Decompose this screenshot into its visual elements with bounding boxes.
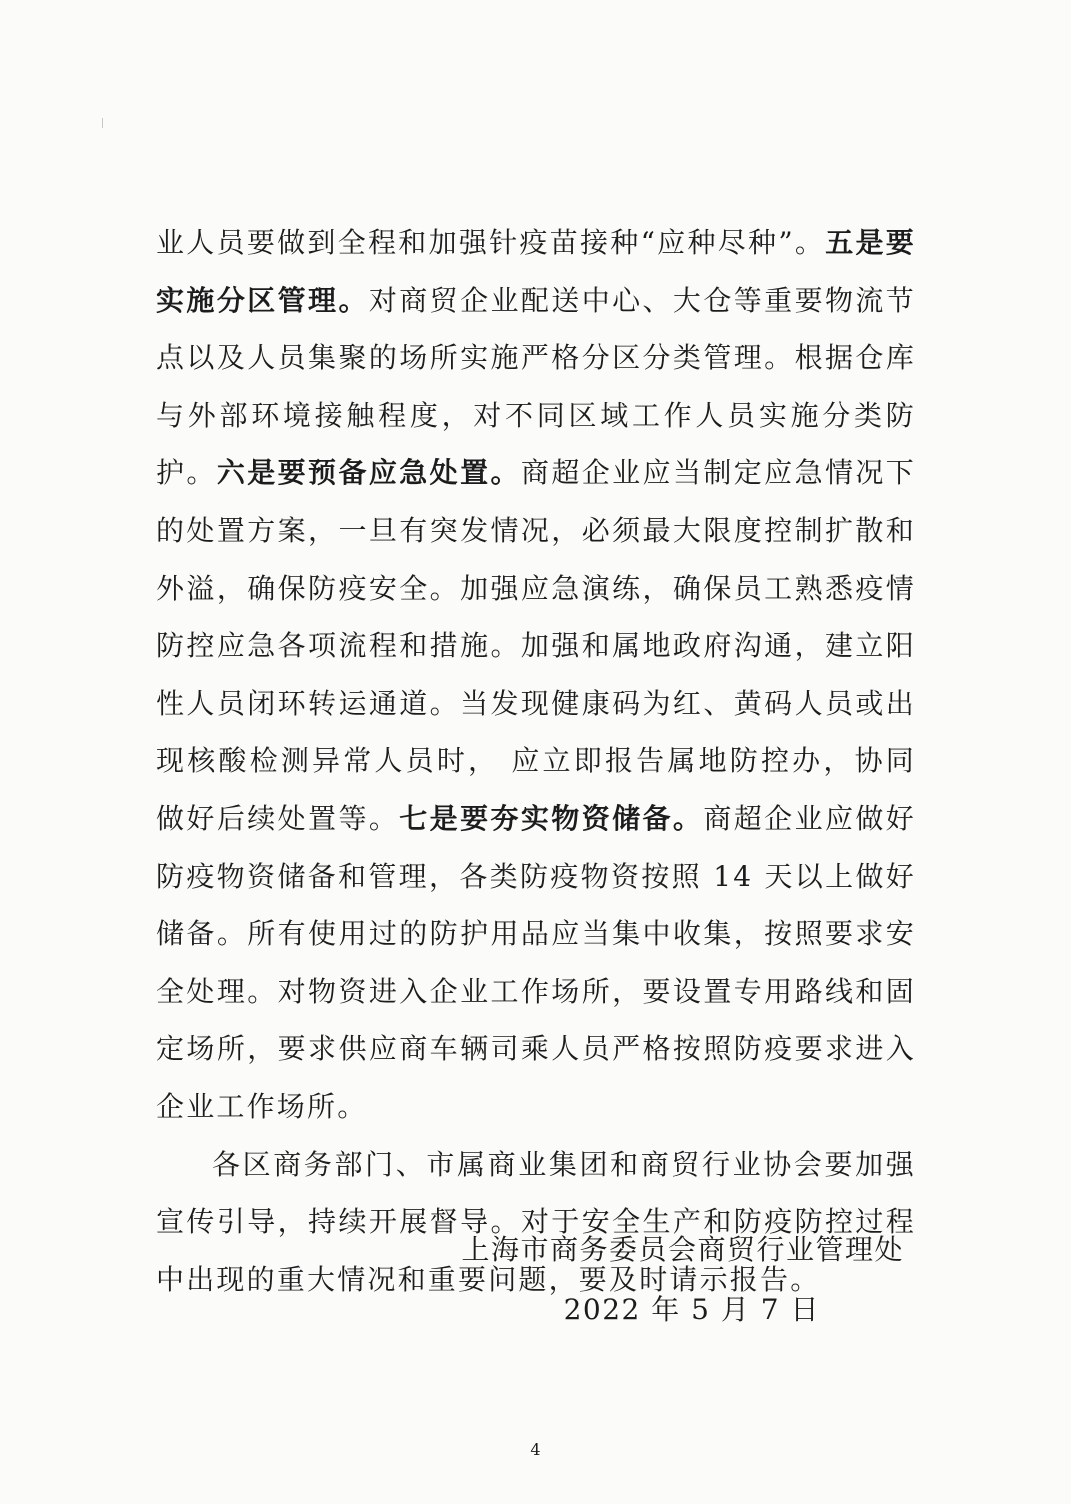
- text-run: 商超企业应当制定应急情况下的处置方案，一旦有突发情况，必须最大限度控制扩散和外溢，确保防疫安全。加强应急演练，确保员工熟悉疫情防控应急各项流程和措施。加强和属地政府沟通，建立阳性人员闭环转运通道。当发现健康码为红、黄码人员或出现核酸检测异常人员时， 应立即报告属地防控办，协同做好后续处置等。: [156, 456, 916, 835]
- text-run: 商超企业应做好防疫物资储备和管理，各类防疫物资按照 14 天以上做好储备。所有使用过的防护用品应当集中收集，按照要求安全处理。对物资进入企业工作场所，要设置专用路线和固定场所，要求供应商车辆司乘人员严格按照防疫要求进入企业工作场所。: [156, 801, 916, 1123]
- body-text: [156, 214, 916, 1308]
- paragraph-measures: [156, 214, 916, 1136]
- heading-emergency: 六是要预备应急处置。: [216, 456, 521, 490]
- page-number: 4: [530, 1440, 541, 1459]
- heading-supplies: 七是要夯实物资储备。: [399, 801, 704, 835]
- paragraph-closing: 各区商务部门、市属商业集团和商贸行业协会要加强宣传引导，持续开展督导。对于安全生产和防疫防控过程中出现的重大情况和重要问题，要及时请示报告。: [156, 1147, 916, 1296]
- text-run: 业人员要做到全程和加强针疫苗接种“应种尽种”。: [156, 226, 826, 259]
- scan-mark: [102, 118, 103, 128]
- signature-organization: 上海市商务委员会商贸行业管理处: [461, 1233, 904, 1266]
- signature-date: 2022 年 5 月 7 日: [563, 1293, 820, 1326]
- heading-zoning: 五是要实施分区管理。: [156, 226, 916, 317]
- text-run: 对商贸企业配送中心、大仓等重要物流节点以及人员集聚的场所实施严格分区分类管理。根据仓库与外部环境接触程度，对不同区域工作人员实施分类防护。: [156, 283, 916, 490]
